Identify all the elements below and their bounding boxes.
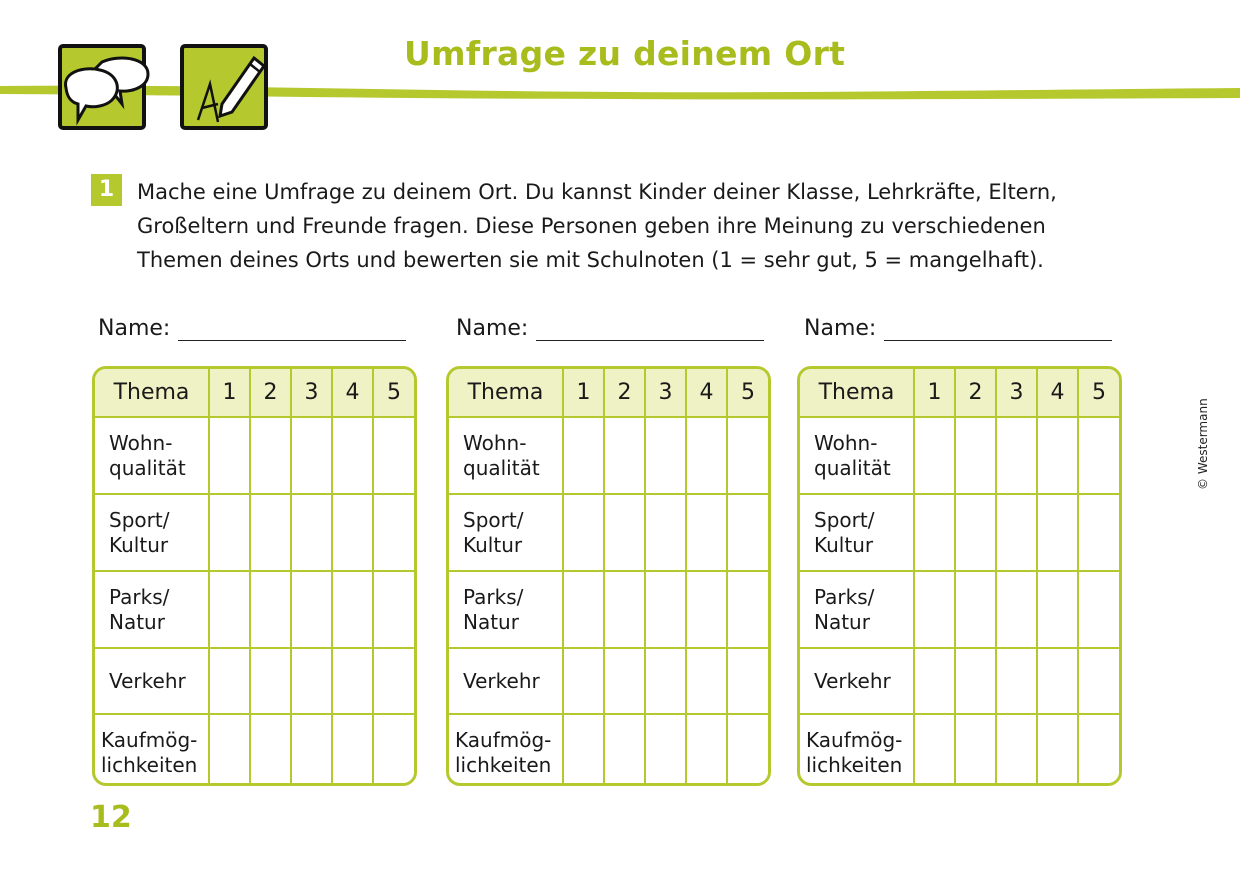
grade-checkbox-cell[interactable]: [250, 648, 291, 714]
grade-checkbox-cell[interactable]: [1078, 571, 1119, 648]
grade-checkbox-cell[interactable]: [563, 417, 604, 494]
grade-checkbox-cell[interactable]: [914, 571, 955, 648]
grade-checkbox-cell[interactable]: [686, 714, 727, 786]
grade-checkbox-cell[interactable]: [332, 417, 373, 494]
topic-label: Wohn- qualität: [449, 417, 563, 494]
column-header-topic: Thema: [800, 369, 914, 417]
column-header-grade: 3: [645, 369, 686, 417]
grade-checkbox-cell[interactable]: [645, 714, 686, 786]
grade-checkbox-cell[interactable]: [914, 648, 955, 714]
grade-checkbox-cell[interactable]: [955, 714, 996, 786]
grade-checkbox-cell[interactable]: [1037, 417, 1078, 494]
grade-checkbox-cell[interactable]: [727, 494, 768, 571]
grade-checkbox-cell[interactable]: [727, 417, 768, 494]
grade-checkbox-cell[interactable]: [563, 571, 604, 648]
column-header-topic: Thema: [449, 369, 563, 417]
grade-checkbox-cell[interactable]: [686, 648, 727, 714]
topic-label: Sport/ Kultur: [95, 494, 209, 571]
grade-checkbox-cell[interactable]: [1037, 648, 1078, 714]
column-header-topic: Thema: [95, 369, 209, 417]
column-header-grade: 2: [250, 369, 291, 417]
grade-checkbox-cell[interactable]: [373, 494, 414, 571]
grade-checkbox-cell[interactable]: [996, 648, 1037, 714]
grade-checkbox-cell[interactable]: [250, 417, 291, 494]
topic-label: Verkehr: [449, 648, 563, 714]
task-line: Themen deines Orts und bewerten sie mit Schulnoten (1 = sehr gut, 5 = mangelhaft).: [137, 248, 1044, 272]
grade-checkbox-cell[interactable]: [686, 571, 727, 648]
speech-bubbles-icon: [58, 44, 146, 130]
topic-label: Parks/ Natur: [449, 571, 563, 648]
copyright-notice: © Westermann: [1196, 398, 1210, 490]
topic-label: Parks/ Natur: [800, 571, 914, 648]
table-row: [95, 571, 414, 648]
table-row: [449, 417, 768, 494]
task-number-badge: 1: [91, 174, 122, 206]
table-row: [95, 494, 414, 571]
grade-checkbox-cell[interactable]: [1078, 714, 1119, 786]
name-write-line[interactable]: [884, 316, 1112, 341]
grade-checkbox-cell[interactable]: [604, 417, 645, 494]
grade-checkbox-cell[interactable]: [645, 648, 686, 714]
grade-checkbox-cell[interactable]: [686, 417, 727, 494]
grade-checkbox-cell[interactable]: [914, 494, 955, 571]
grade-checkbox-cell[interactable]: [563, 648, 604, 714]
name-label: Name:: [456, 316, 529, 341]
table-row: [800, 494, 1119, 571]
grade-checkbox-cell[interactable]: [209, 714, 250, 786]
grade-checkbox-cell[interactable]: [1037, 714, 1078, 786]
grade-checkbox-cell[interactable]: [291, 417, 332, 494]
table-row: [449, 494, 768, 571]
grade-checkbox-cell[interactable]: [727, 714, 768, 786]
grade-checkbox-cell[interactable]: [373, 417, 414, 494]
name-write-line[interactable]: [178, 316, 406, 341]
task-line: Großeltern und Freunde fragen. Diese Personen geben ihre Meinung zu verschiedenen: [137, 214, 1046, 238]
grade-checkbox-cell[interactable]: [727, 648, 768, 714]
topic-label: Sport/ Kultur: [800, 494, 914, 571]
table-row: [449, 571, 768, 648]
task-instructions: [137, 175, 1167, 277]
grade-checkbox-cell[interactable]: [332, 494, 373, 571]
name-label: Name:: [804, 316, 877, 341]
table-row: [95, 417, 414, 494]
grade-checkbox-cell[interactable]: [955, 571, 996, 648]
table-row: [800, 714, 1119, 786]
grade-checkbox-cell[interactable]: [250, 571, 291, 648]
page-title: Umfrage zu deinem Ort: [404, 34, 846, 73]
grade-checkbox-cell[interactable]: [291, 648, 332, 714]
grade-checkbox-cell[interactable]: [1037, 571, 1078, 648]
grade-checkbox-cell[interactable]: [996, 494, 1037, 571]
name-field: [804, 316, 1112, 341]
grade-checkbox-cell[interactable]: [250, 494, 291, 571]
survey-table: [797, 366, 1122, 786]
grade-checkbox-cell[interactable]: [373, 714, 414, 786]
grade-checkbox-cell[interactable]: [373, 571, 414, 648]
column-header-grade: 2: [955, 369, 996, 417]
grade-checkbox-cell[interactable]: [645, 571, 686, 648]
column-header-grade: 3: [996, 369, 1037, 417]
table-row: [449, 648, 768, 714]
column-header-grade: 5: [1078, 369, 1119, 417]
table-row: [800, 417, 1119, 494]
column-header-grade: 1: [914, 369, 955, 417]
topic-label: Wohn- qualität: [800, 417, 914, 494]
grade-checkbox-cell[interactable]: [250, 714, 291, 786]
grade-checkbox-cell[interactable]: [332, 571, 373, 648]
survey-table: [92, 366, 417, 786]
grade-checkbox-cell[interactable]: [686, 494, 727, 571]
grade-checkbox-cell[interactable]: [955, 417, 996, 494]
grade-checkbox-cell[interactable]: [291, 714, 332, 786]
column-header-grade: 3: [291, 369, 332, 417]
pencil-writing-icon: [180, 44, 268, 130]
grade-checkbox-cell[interactable]: [563, 494, 604, 571]
name-field: [456, 316, 764, 341]
table-row: [800, 648, 1119, 714]
grade-checkbox-cell[interactable]: [1037, 494, 1078, 571]
topic-label: Parks/ Natur: [95, 571, 209, 648]
column-header-grade: 1: [209, 369, 250, 417]
grade-checkbox-cell[interactable]: [563, 714, 604, 786]
grade-checkbox-cell[interactable]: [955, 494, 996, 571]
grade-checkbox-cell[interactable]: [1078, 648, 1119, 714]
grade-checkbox-cell[interactable]: [209, 494, 250, 571]
topic-label: Verkehr: [800, 648, 914, 714]
name-field: [98, 316, 406, 341]
grade-checkbox-cell[interactable]: [373, 648, 414, 714]
column-header-grade: 5: [727, 369, 768, 417]
grade-checkbox-cell[interactable]: [332, 648, 373, 714]
column-header-grade: 4: [1037, 369, 1078, 417]
grade-checkbox-cell[interactable]: [1078, 417, 1119, 494]
name-write-line[interactable]: [536, 316, 764, 341]
column-header-grade: 5: [373, 369, 414, 417]
table-row: [800, 571, 1119, 648]
grade-checkbox-cell[interactable]: [604, 494, 645, 571]
grade-checkbox-cell[interactable]: [291, 571, 332, 648]
grade-checkbox-cell[interactable]: [996, 571, 1037, 648]
grade-checkbox-cell[interactable]: [291, 494, 332, 571]
grade-checkbox-cell[interactable]: [645, 417, 686, 494]
grade-checkbox-cell[interactable]: [209, 571, 250, 648]
grade-checkbox-cell[interactable]: [955, 648, 996, 714]
grade-checkbox-cell[interactable]: [604, 571, 645, 648]
topic-label: Kaufmög- lichkeiten: [800, 714, 914, 786]
column-header-grade: 4: [686, 369, 727, 417]
column-header-grade: 2: [604, 369, 645, 417]
grade-checkbox-cell[interactable]: [996, 417, 1037, 494]
grade-checkbox-cell[interactable]: [209, 648, 250, 714]
table-row: [449, 714, 768, 786]
topic-label: Kaufmög- lichkeiten: [449, 714, 563, 786]
survey-table: [446, 366, 771, 786]
page-number: 12: [90, 800, 132, 835]
topic-label: Wohn- qualität: [95, 417, 209, 494]
topic-label: Kaufmög- lichkeiten: [95, 714, 209, 786]
topic-label: Verkehr: [95, 648, 209, 714]
column-header-grade: 1: [563, 369, 604, 417]
grade-checkbox-cell[interactable]: [645, 494, 686, 571]
grade-checkbox-cell[interactable]: [914, 714, 955, 786]
grade-checkbox-cell[interactable]: [604, 714, 645, 786]
grade-checkbox-cell[interactable]: [209, 417, 250, 494]
grade-checkbox-cell[interactable]: [604, 648, 645, 714]
grade-checkbox-cell[interactable]: [996, 714, 1037, 786]
name-label: Name:: [98, 316, 171, 341]
table-row: [95, 714, 414, 786]
grade-checkbox-cell[interactable]: [914, 417, 955, 494]
task-line: Mache eine Umfrage zu deinem Ort. Du kannst Kinder deiner Klasse, Lehrkräfte, Eltern,: [137, 180, 1057, 204]
topic-label: Sport/ Kultur: [449, 494, 563, 571]
grade-checkbox-cell[interactable]: [332, 714, 373, 786]
table-row: [95, 648, 414, 714]
column-header-grade: 4: [332, 369, 373, 417]
grade-checkbox-cell[interactable]: [727, 571, 768, 648]
grade-checkbox-cell[interactable]: [1078, 494, 1119, 571]
